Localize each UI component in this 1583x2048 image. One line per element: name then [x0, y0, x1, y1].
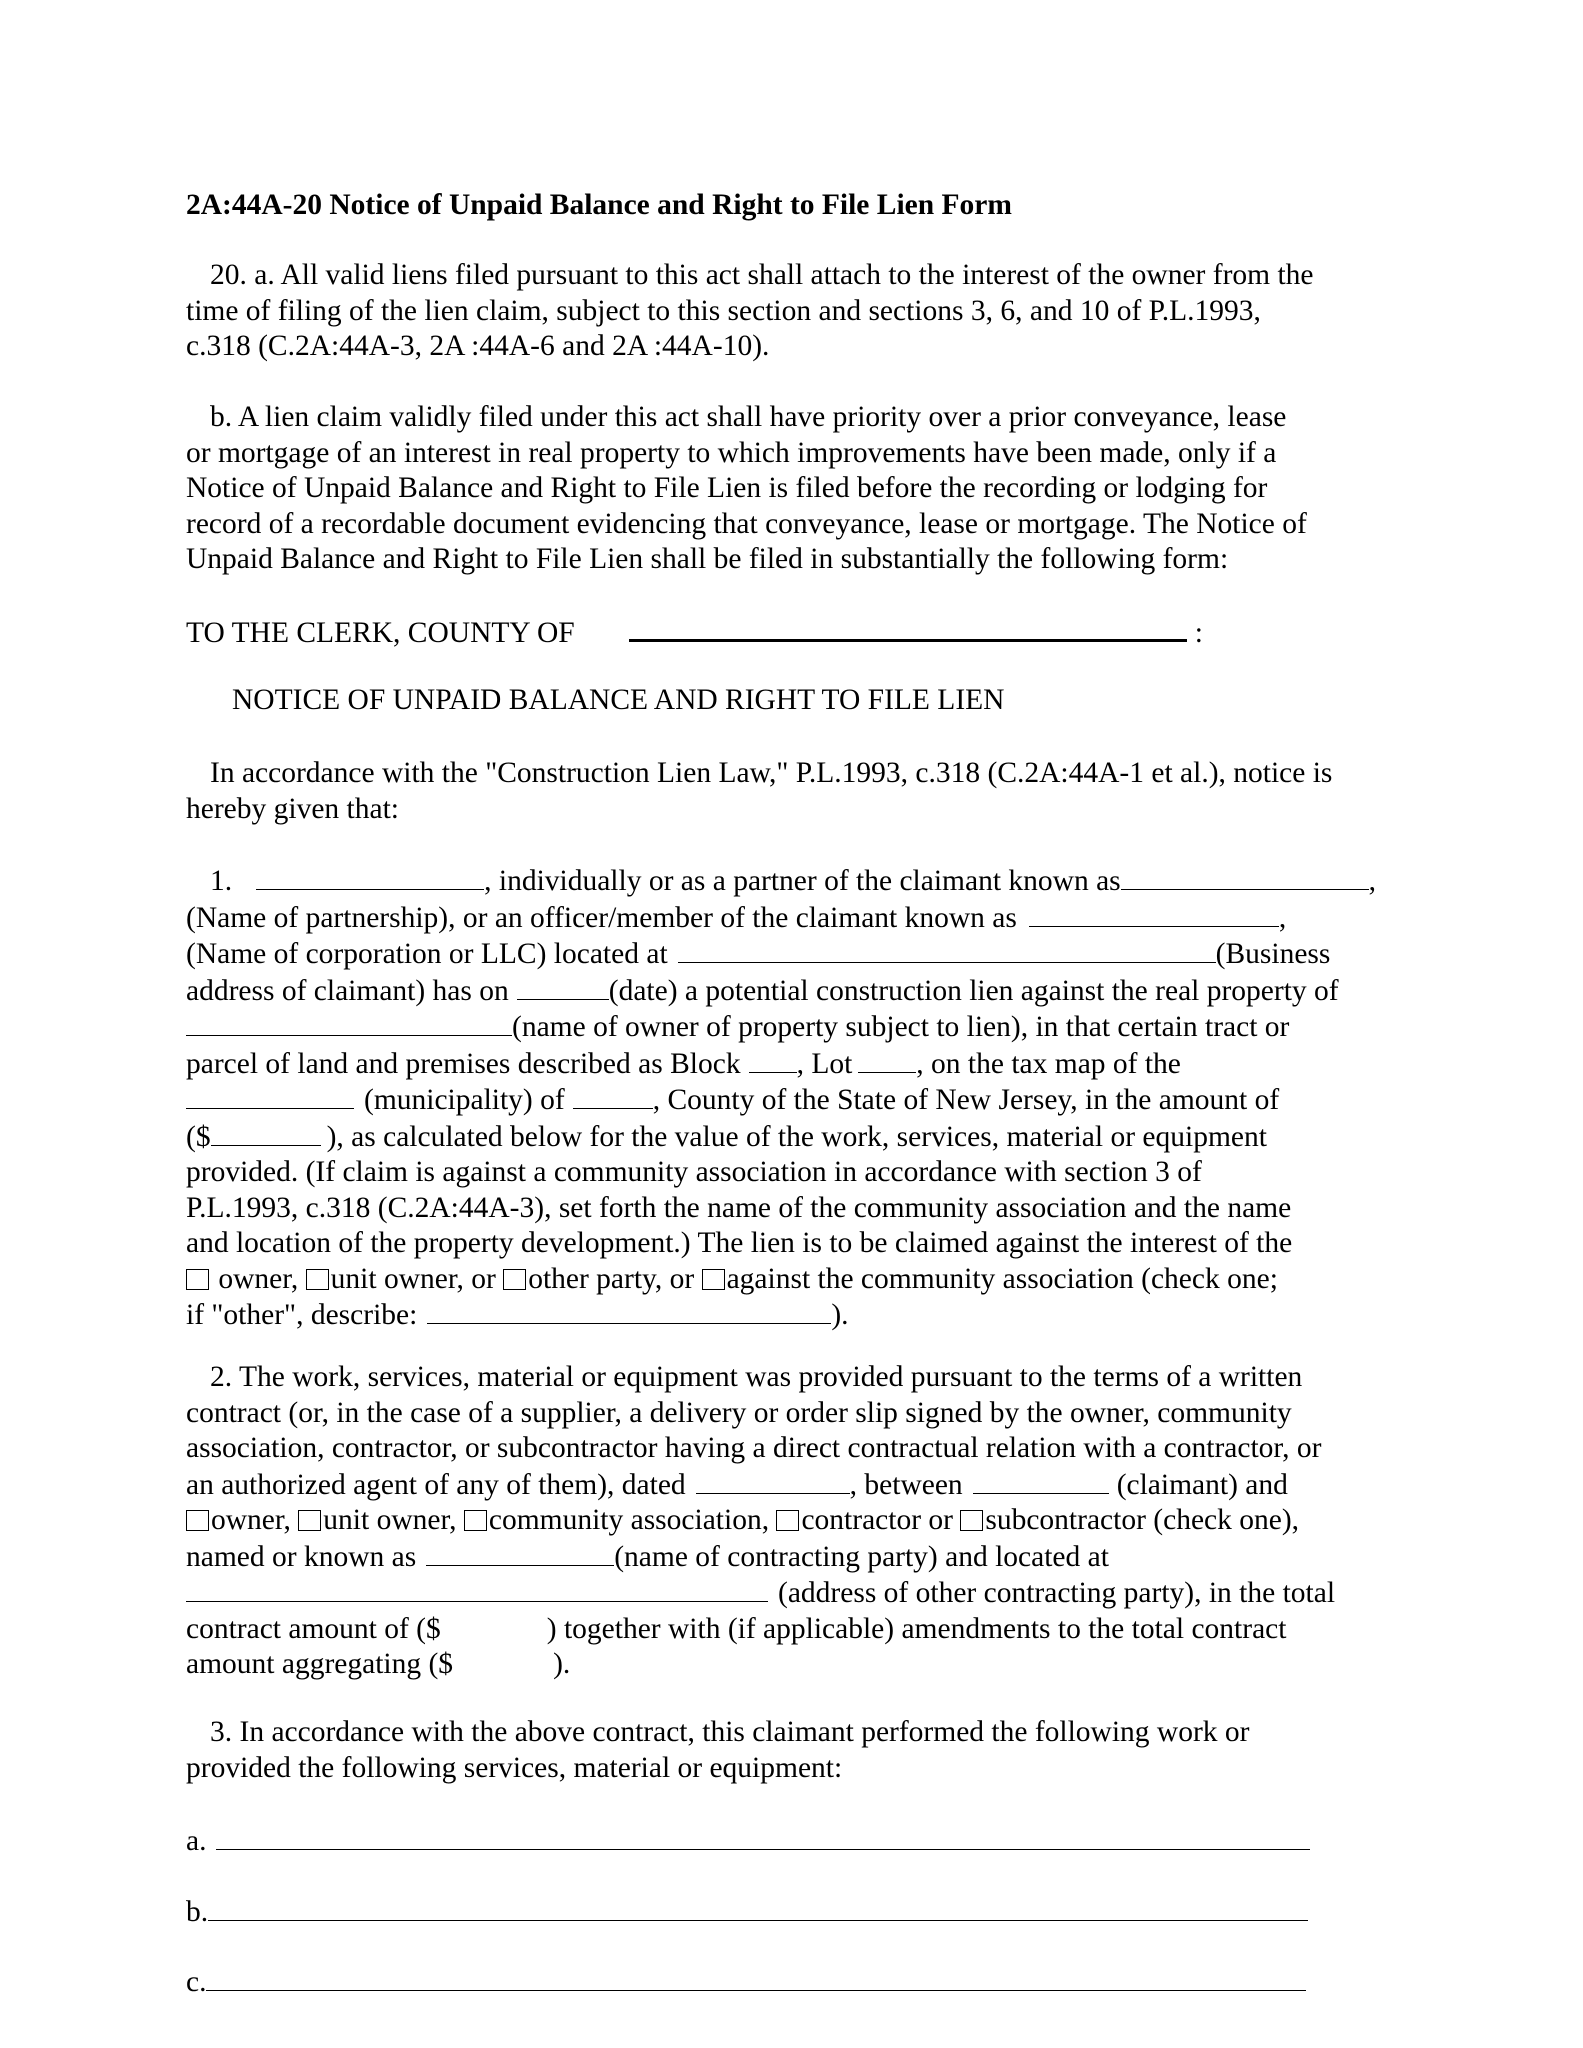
text-line: 3. In accordance with the above contract, this claimant performed the following work or: [210, 1716, 1250, 1748]
text-fragment: ,: [1368, 865, 1377, 897]
claimant-field[interactable]: [973, 1467, 1109, 1494]
text-line: P.L.1993, c.318 (C.2A:44A-3), set forth the name of the community association and the name: [186, 1191, 1292, 1224]
checkbox-label: against the community association (check one;: [726, 1262, 1278, 1295]
text-line: provided the following services, material or equipment:: [186, 1751, 843, 1784]
partnership-name-field[interactable]: [1121, 863, 1369, 890]
item-number: 1.: [210, 865, 233, 897]
text-line: association, contractor, or subcontractor having a direct contractual relation with a contractor, or: [186, 1432, 1322, 1464]
clerk-colon: :: [1194, 617, 1203, 649]
other-party-checkbox[interactable]: [503, 1269, 526, 1290]
block-field[interactable]: [749, 1046, 797, 1073]
lien-amount-field[interactable]: [211, 1119, 321, 1146]
item-letter: a.: [186, 1825, 207, 1857]
checkbox-label: owner,: [211, 1262, 299, 1295]
text-line: time of filing of the lien claim, subject to this section and sections 3, 6, and 10 of P.L.1993,: [186, 294, 1261, 327]
clerk-line: [186, 613, 1426, 652]
community-association-checkbox[interactable]: [702, 1269, 725, 1290]
contractor-checkbox[interactable]: [776, 1510, 799, 1531]
text-fragment: ,: [1278, 901, 1287, 934]
text-fragment: an authorized agent of any of them), dated: [186, 1468, 686, 1501]
county-name-field[interactable]: [573, 1082, 653, 1109]
checkbox-label: subcontractor (check one),: [985, 1504, 1300, 1536]
paragraph-b: [186, 400, 1426, 578]
checkbox-label: owner,: [211, 1504, 291, 1536]
text-line: Notice of Unpaid Balance and Right to File Lien is filed before the recording or lodging for: [186, 472, 1268, 504]
work-item-a: [186, 1823, 1310, 1860]
text-line: In accordance with the "Construction Lien Law," P.L.1993, c.318 (C.2A:44A-1 et al.), notice is: [210, 757, 1333, 789]
item-1: [186, 863, 1426, 1334]
text-line: or mortgage of an interest in real property to which improvements have been made, only if a: [186, 436, 1277, 469]
county-field[interactable]: [629, 613, 1187, 642]
work-item-c: [186, 1964, 1306, 2001]
unit-owner-checkbox[interactable]: [306, 1269, 329, 1290]
text-fragment: parcel of land and premises described as Block: [186, 1047, 741, 1080]
text-fragment: , County of the State of New Jersey, in the amount of: [652, 1084, 1280, 1116]
contracting-party-address-field[interactable]: [186, 1575, 768, 1602]
work-item-c-field[interactable]: [206, 1964, 1306, 1991]
work-item-a-field[interactable]: [216, 1823, 1310, 1850]
text-fragment: ), as calculated below for the value of the work, services, material or equipment: [326, 1120, 1267, 1153]
date-field[interactable]: [517, 973, 609, 1000]
text-line: and location of the property development.) The lien is to be claimed against the interest of the: [186, 1227, 1293, 1259]
text-fragment: (municipality) of: [364, 1084, 565, 1116]
municipality-field[interactable]: [186, 1082, 354, 1109]
paragraph-a: [186, 258, 1426, 365]
text-fragment: contract amount of ($: [186, 1612, 441, 1645]
text-fragment: , on the tax map of the: [916, 1047, 1181, 1080]
text-fragment: (address of other contracting party), in the total: [778, 1577, 1336, 1609]
text-fragment: if "other", describe:: [186, 1299, 418, 1331]
text-fragment: (Business: [1215, 938, 1331, 970]
checkbox-label: other party, or: [528, 1262, 695, 1295]
text-fragment: (name of contracting party) and located at: [614, 1540, 1109, 1573]
item-letter: b.: [186, 1896, 209, 1928]
text-fragment: ($: [186, 1120, 211, 1153]
unit-owner-checkbox[interactable]: [298, 1510, 321, 1531]
intro-paragraph: [186, 756, 1426, 827]
text-fragment: amount aggregating ($: [186, 1648, 454, 1680]
text-fragment: (claimant) and: [1116, 1468, 1288, 1501]
owner-checkbox[interactable]: [186, 1269, 209, 1290]
item-3: [186, 1715, 1426, 1786]
text-fragment: (Name of corporation or LLC) located at: [186, 938, 668, 970]
text-fragment: ) together with (if applicable) amendments to the total contract: [546, 1612, 1287, 1645]
text-line: provided. (If claim is against a community association in accordance with section 3 of: [186, 1156, 1202, 1188]
text-line: Unpaid Balance and Right to File Lien shall be filed in substantially the following form:: [186, 543, 1229, 575]
text-line: b. A lien claim validly filed under this act shall have priority over a prior conveyance, lease: [210, 401, 1287, 433]
text-fragment: (date) a potential construction lien against the real property of: [608, 974, 1339, 1007]
subcontractor-checkbox[interactable]: [960, 1510, 983, 1531]
item-letter: c.: [186, 1966, 207, 1998]
text-fragment: (name of owner of property subject to lien), in that certain tract or: [512, 1011, 1290, 1043]
text-line: 2. The work, services, material or equipment was provided pursuant to the terms of a written: [210, 1361, 1303, 1393]
text-line: c.318 (C.2A:44A-3, 2A :44A-6 and 2A :44A-10).: [186, 330, 770, 362]
text-line: contract (or, in the case of a supplier, a delivery or order slip signed by the owner, community: [186, 1396, 1292, 1429]
page-title: 2A:44A-20 Notice of Unpaid Balance and Right to File Lien Form: [186, 189, 1012, 221]
community-association-checkbox[interactable]: [464, 1510, 487, 1531]
contract-date-field[interactable]: [696, 1467, 850, 1494]
text-line: 20. a. All valid liens filed pursuant to this act shall attach to the interest of the owner from the: [210, 259, 1314, 291]
owner-checkbox[interactable]: [186, 1510, 209, 1531]
checkbox-label: unit owner,: [323, 1504, 457, 1536]
checkbox-label: contractor or: [801, 1504, 953, 1536]
checkbox-label: community association,: [488, 1504, 770, 1536]
item-2: [186, 1360, 1426, 1683]
corporation-name-field[interactable]: [1029, 900, 1279, 927]
text-fragment: ).: [553, 1648, 571, 1680]
other-description-field[interactable]: [427, 1297, 831, 1324]
text-fragment: , Lot: [796, 1047, 853, 1080]
contracting-party-field[interactable]: [426, 1539, 614, 1566]
checkbox-label: unit owner, or: [330, 1262, 496, 1295]
clerk-label: TO THE CLERK, COUNTY OF: [186, 617, 575, 649]
owner-name-field[interactable]: [186, 1009, 512, 1036]
text-fragment: (Name of partnership), or an officer/member of the claimant known as: [186, 901, 1017, 934]
text-fragment: ).: [831, 1299, 849, 1331]
lot-field[interactable]: [858, 1046, 916, 1073]
notice-heading: NOTICE OF UNPAID BALANCE AND RIGHT TO FILE LIEN: [232, 684, 1005, 716]
text-line: hereby given that:: [186, 792, 399, 825]
text-fragment: named or known as: [186, 1540, 417, 1573]
work-item-b-field[interactable]: [208, 1894, 1308, 1921]
text-fragment: address of claimant) has on: [186, 974, 509, 1007]
business-address-field[interactable]: [678, 936, 1216, 963]
text-fragment: , individually or as a partner of the claimant known as: [484, 865, 1121, 897]
claimant-name-field[interactable]: [256, 863, 484, 890]
work-item-b: [186, 1894, 1308, 1931]
text-fragment: , between: [849, 1468, 963, 1501]
text-line: record of a recordable document evidencing that conveyance, lease or mortgage. The Notice of: [186, 507, 1307, 540]
